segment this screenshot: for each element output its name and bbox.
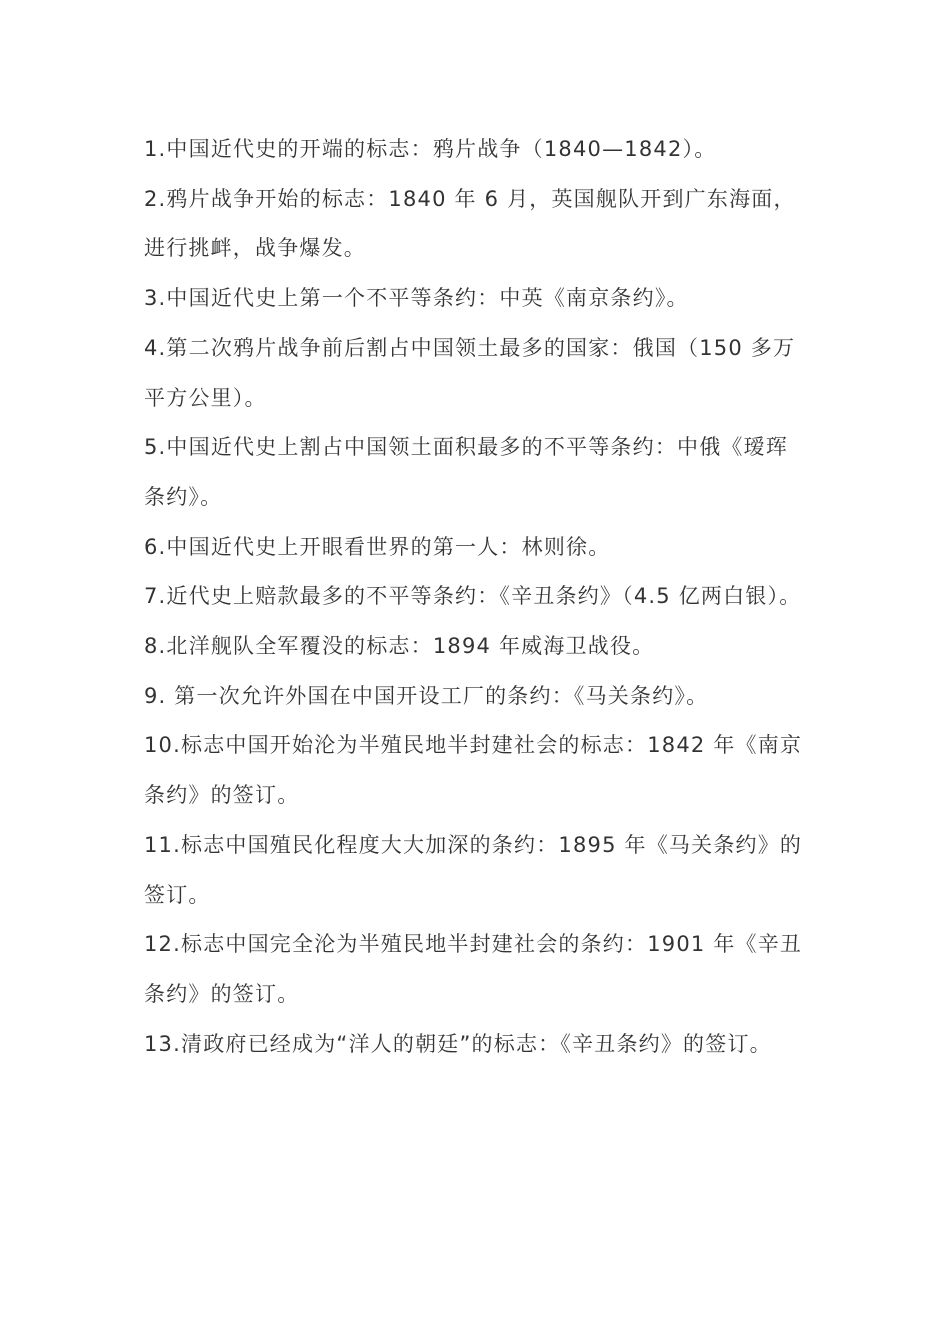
fact-item-6: 6.中国近代史上开眼看世界的第一人：林则徐。 [144,534,611,559]
fact-list [144,125,810,1069]
fact-item-2: 2.鸦片战争开始的标志：1840 年 6 月，英国舰队开到广东海面，进行挑衅，战争爆发。 [144,186,796,261]
fact-item-12: 12.标志中国完全沦为半殖民地半封建社会的条约：1901 年《辛丑条约》的签订。 [144,932,803,1006]
fact-item-3: 3.中国近代史上第一个不平等条约：中英《南京条约》。 [144,286,689,311]
fact-item-11: 11.标志中国殖民化程度大大加深的条约：1895 年《马关条约》的签订。 [144,832,803,907]
fact-item-4: 4.第二次鸦片战争前后割占中国领土最多的国家：俄国（150 多万平方公里）。 [144,335,796,410]
fact-item-1: 1.中国近代史的开端的标志：鸦片战争（1840—1842）。 [144,137,717,161]
fact-item-7: 7.近代史上赔款最多的不平等条约：《辛丑条约》（4.5 亿两白银）。 [144,584,802,609]
fact-item-10: 10.标志中国开始沦为半殖民地半封建社会的标志：1842 年《南京条约》的签订。 [144,733,803,808]
fact-item-13: 13.清政府已经成为“洋人的朝廷”的标志：《辛丑条约》的签订。 [144,1031,772,1056]
fact-item-9: 9. 第一次允许外国在中国开设工厂的条约：《马关条约》。 [144,683,709,708]
fact-item-5: 5.中国近代史上割占中国领土面积最多的不平等条约：中俄《瑷珲条约》。 [144,435,789,509]
fact-item-8: 8.北洋舰队全军覆没的标志：1894 年威海卫战役。 [144,634,655,659]
